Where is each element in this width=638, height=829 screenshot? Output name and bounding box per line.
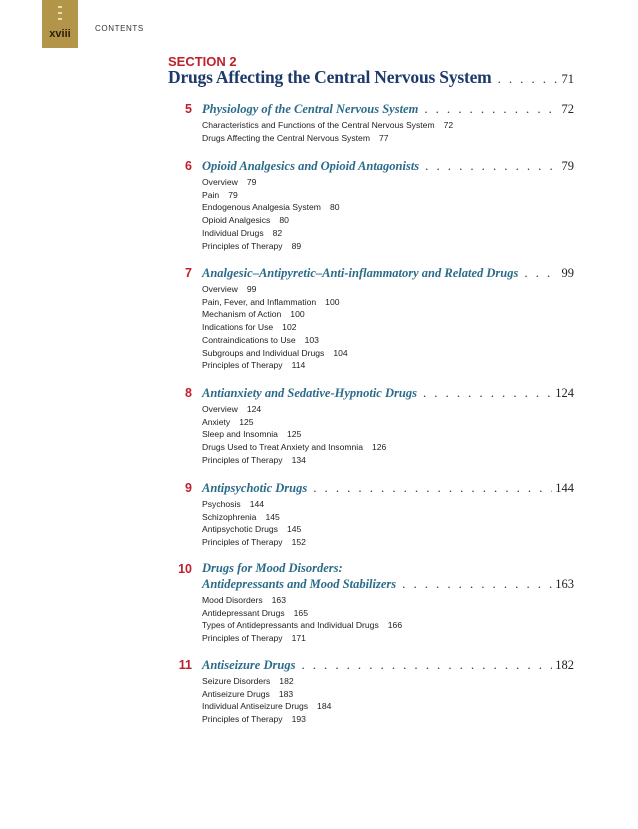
page-number-tab	[42, 0, 78, 48]
chapter-page: 163	[555, 577, 574, 591]
topic-item: Subgroups and Individual Drugs 104	[202, 347, 348, 358]
dot-leader	[524, 265, 558, 281]
topic-item: Antidepressant Drugs 165	[202, 607, 308, 618]
topic-item: Seizure Disorders 182	[202, 676, 294, 686]
chapter-title: Analgesic–Antipyretic–Anti-inflammatory and Related Drugs	[202, 266, 519, 280]
chapter-page: 182	[555, 658, 574, 672]
topic-item: Opioid Analgesics 80	[202, 215, 289, 226]
dot-leader	[425, 158, 558, 174]
topic-list	[202, 176, 574, 252]
chapter-entry	[168, 265, 574, 372]
topic-item: Anxiety 125	[202, 416, 254, 427]
chapter-entry	[168, 561, 574, 645]
topic-item: Pain 79	[202, 189, 238, 200]
topic-item: Sleep and Insomnia 125	[202, 429, 302, 440]
topic-item: Types of Antidepressants and Individual Drugs 166	[202, 620, 403, 631]
running-head: CONTENTS	[95, 24, 144, 33]
chapter-number: 11	[178, 658, 192, 672]
dot-leader	[301, 657, 552, 673]
topic-list	[202, 498, 574, 549]
chapter-entry	[168, 158, 574, 252]
section-page: 71	[561, 72, 574, 86]
page-number: xviii	[49, 28, 71, 40]
chapter-title: Antipsychotic Drugs	[202, 481, 308, 495]
topic-item: Principles of Therapy 171	[202, 633, 306, 644]
chapter-title: Antianxiety and Sedative-Hypnotic Drugs	[202, 386, 417, 400]
chapter-page: 99	[561, 266, 574, 280]
topic-item: Schizophrenia 145	[202, 511, 280, 522]
dot-leader	[424, 101, 558, 117]
topic-item: Psychosis 144	[202, 499, 265, 509]
topic-item: Principles of Therapy 134	[202, 454, 306, 465]
chapter-number: 7	[185, 266, 192, 280]
topic-list	[202, 594, 574, 645]
topic-item: Characteristics and Functions of the Central Nervous System 72	[202, 120, 454, 130]
topic-list	[202, 283, 574, 372]
topic-item: Antiseizure Drugs 183	[202, 688, 294, 699]
topic-item: Contraindications to Use 103	[202, 334, 319, 345]
topic-item: Principles of Therapy 152	[202, 537, 306, 548]
chapter-number: 8	[185, 386, 192, 400]
topic-item: Individual Antiseizure Drugs 184	[202, 701, 332, 712]
chapter-entry	[168, 657, 574, 726]
topic-item: Drugs Used to Treat Anxiety and Insomnia 126	[202, 442, 387, 453]
topic-item: Individual Drugs 82	[202, 227, 283, 238]
topic-item: Pain, Fever, and Inflammation 100	[202, 296, 340, 307]
topic-item: Antipsychotic Drugs 145	[202, 524, 302, 535]
topic-item: Mood Disorders 163	[202, 595, 286, 605]
chapter-page: 79	[561, 159, 574, 173]
section-title: Drugs Affecting the Central Nervous System	[168, 67, 492, 87]
dot-leader	[402, 576, 552, 592]
dot-leader	[423, 385, 552, 401]
topic-item: Overview 99	[202, 284, 257, 294]
section-label: SECTION 2	[168, 54, 237, 69]
dot-leader	[313, 480, 552, 496]
topic-item: Indications for Use 102	[202, 322, 297, 333]
chapter-number: 5	[185, 102, 192, 116]
dot-leader	[498, 71, 559, 87]
chapter-title: Physiology of the Central Nervous System	[202, 102, 419, 116]
chapter-page: 144	[555, 481, 574, 495]
topic-list	[202, 403, 574, 467]
topic-item: Mechanism of Action 100	[202, 309, 305, 320]
chapter-entry	[168, 480, 574, 549]
topic-item: Endogenous Analgesia System 80	[202, 202, 340, 213]
topic-list	[202, 675, 574, 726]
chapter-entry	[168, 385, 574, 467]
topic-item: Principles of Therapy 114	[202, 360, 306, 371]
topic-item: Overview 124	[202, 404, 262, 414]
chapter-title: Opioid Analgesics and Opioid Antagonists	[202, 159, 420, 173]
topic-list	[202, 119, 574, 144]
chapter-page: 124	[555, 386, 574, 400]
chapter-entry	[168, 101, 574, 144]
section-entry	[168, 67, 574, 88]
topic-item: Principles of Therapy 89	[202, 240, 302, 251]
chapter-number: 10	[178, 562, 192, 576]
chapter-number: 9	[185, 481, 192, 495]
topic-item: Drugs Affecting the Central Nervous System 77	[202, 132, 389, 143]
chapter-number: 6	[185, 159, 192, 173]
chapter-title: Antidepressants and Mood Stabilizers	[202, 577, 397, 591]
chapter-page: 72	[561, 102, 574, 116]
tab-ornament	[57, 6, 63, 22]
chapter-title: Antiseizure Drugs	[202, 658, 296, 672]
topic-item: Overview 79	[202, 177, 257, 187]
topic-item: Principles of Therapy 193	[202, 714, 306, 725]
chapter-title-line1: Drugs for Mood Disorders:	[202, 561, 343, 575]
